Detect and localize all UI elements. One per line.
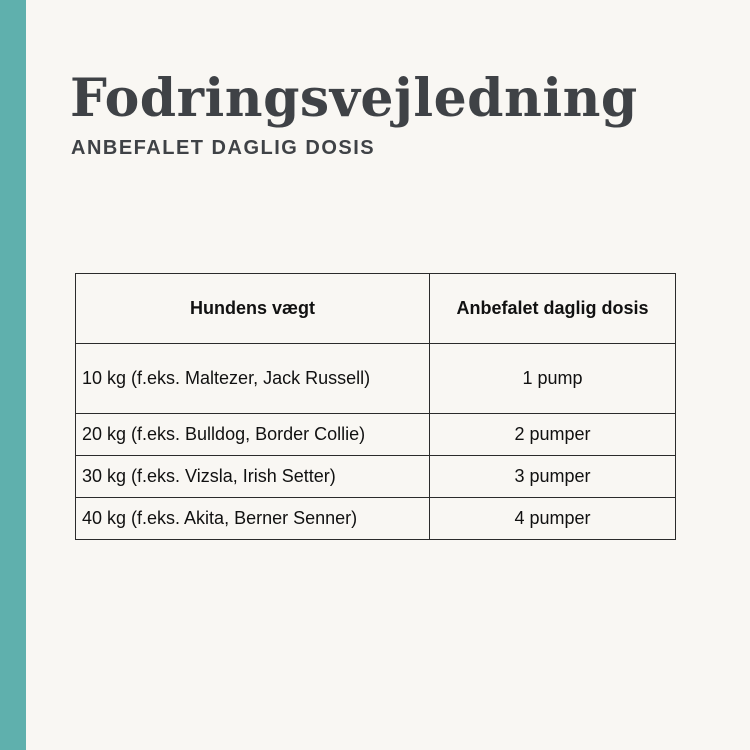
dose-cell: 2 pumper <box>430 414 676 456</box>
table-row <box>76 498 676 540</box>
column-header-weight: Hundens vægt <box>76 274 430 344</box>
page-subtitle: ANBEFALET DAGLIG DOSIS <box>71 137 376 159</box>
dose-cell: 3 pumper <box>430 456 676 498</box>
accent-bar <box>0 0 26 750</box>
table-header-row <box>76 274 676 344</box>
table-row <box>76 456 676 498</box>
table-row <box>76 344 676 414</box>
weight-cell: 20 kg (f.eks. Bulldog, Border Collie) <box>76 414 430 456</box>
dosage-table <box>75 273 676 540</box>
dose-cell: 4 pumper <box>430 498 676 540</box>
table-row <box>76 414 676 456</box>
page-title: Fodringsvejledning <box>70 68 638 129</box>
column-header-dose: Anbefalet daglig dosis <box>430 274 676 344</box>
weight-cell: 30 kg (f.eks. Vizsla, Irish Setter) <box>76 456 430 498</box>
dose-cell: 1 pump <box>430 344 676 414</box>
weight-cell: 40 kg (f.eks. Akita, Berner Senner) <box>76 498 430 540</box>
weight-cell: 10 kg (f.eks. Maltezer, Jack Russell) <box>76 344 430 414</box>
